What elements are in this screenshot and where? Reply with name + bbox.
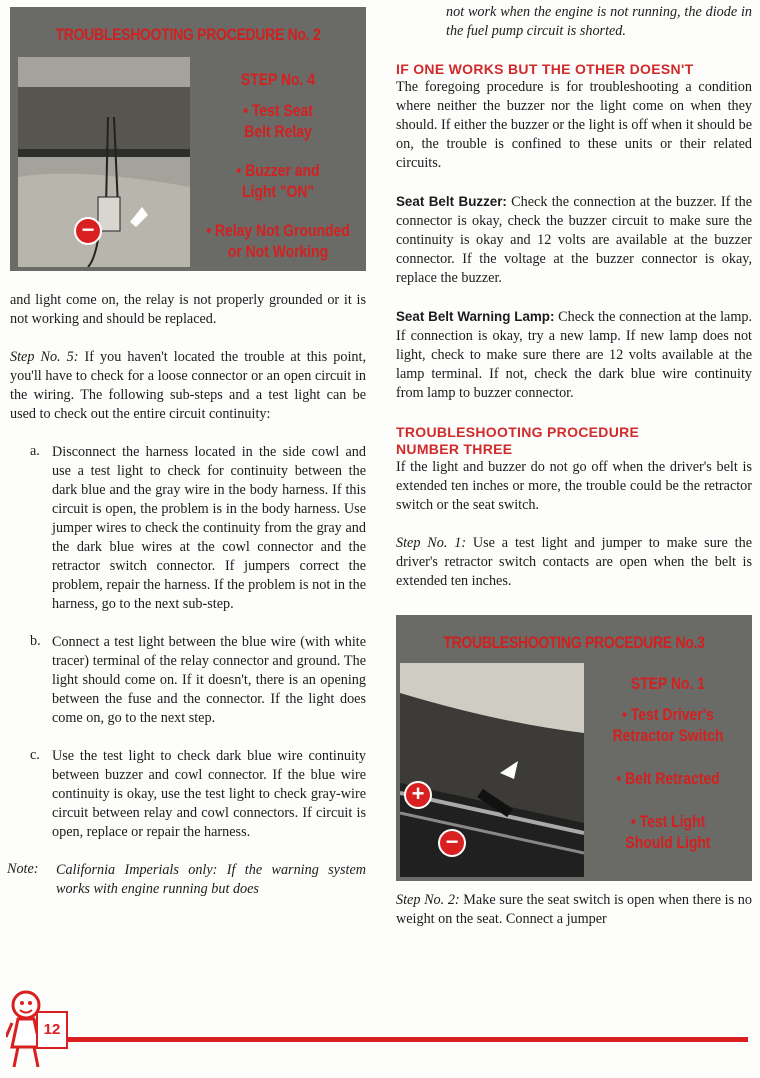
figure-title: TROUBLESHOOTING PROCEDURE No.3 (443, 633, 705, 652)
subheading: Seat Belt Warning Lamp: (396, 309, 555, 324)
section-heading: TROUBLESHOOTING PROCEDURE NUMBER THREE (396, 424, 640, 457)
list-text: Use the test light to check dark blue wire continuity between buzzer and cowl connector. If the blue wire continuity is okay, use the test light to check gray-wire circuit between relay and cowl connectors. If circuit is open, replace or repair the harness. (52, 748, 366, 840)
paragraph: The foregoing procedure is for troubleshooting a condition where neither the buzzer nor the light come on when they should. If either the buzzer or the light is off when it should be on, the trouble is confined to these units or their related circuits. (396, 79, 752, 171)
plus-sign-icon: + (404, 781, 432, 809)
paragraph-text: Use a test light and jumper to make sure the driver's retractor switch contacts are open when the belt is extended ten inches. (396, 535, 752, 589)
retractor-photo-illustration (400, 663, 584, 877)
step-label: Step No. 5: (10, 349, 79, 365)
note (7, 861, 366, 899)
step-heading: STEP No. 1 (630, 674, 706, 693)
minus-sign-icon: − (438, 829, 466, 857)
step-label: Step No. 1: (396, 535, 467, 551)
list-marker: b. (30, 633, 41, 649)
paragraph-buzzer (396, 192, 752, 288)
paragraph: and light come on, the relay is not properly grounded or it is not working and should be replaced. (10, 292, 366, 327)
list-text: Disconnect the harness located in the side cowl and use a test light to check for continuity between the dark blue and the gray wire in the body harness. If this circuit is open, the problem is in the body harness. Use jumper wires to check the continuity from the gray and the dark blue wires at the cowl connector and the retractor switch connector. If jumpers correct the problem, repair the harness. If the problem is not in the harness, go to the next sub-step. (52, 444, 366, 612)
step-label: Step No. 2: (396, 892, 460, 908)
step-line: Should Light (625, 833, 711, 852)
paragraph: If the light and buzzer do not go off when the driver's belt is extended ten inches or more, the trouble could be the retractor switch or the seat switch. (396, 459, 752, 513)
step-line: • Relay Not Grounded (206, 221, 350, 240)
step-text: If you haven't located the trouble at this point, you'll have to check for a loose connector or an open circuit in the wiring. The following sub-steps and a test light can be used to check out the entire circuit continuity: (10, 349, 366, 422)
list-marker: c. (30, 747, 40, 763)
paragraph-text: Check the connection at the buzzer. If the connector is okay, check the buzzer circuit to make sure the continuity is okay and 12 volts are available at the buzzer connector. If the voltage at the buzzer connector is okay, replace the buzzer. (396, 194, 752, 286)
footer (0, 985, 760, 1078)
step-line: Light "ON" (241, 182, 315, 201)
list-item (10, 633, 366, 728)
list-item (10, 747, 366, 842)
page-number: 12 (43, 1021, 61, 1038)
step-line: • Test Driver's (622, 705, 714, 724)
page-number-box (36, 1011, 68, 1049)
relay-photo-illustration (18, 57, 190, 267)
footer-rule (68, 1037, 748, 1042)
step-line: Retractor Switch (612, 726, 724, 745)
procedure-2-figure (10, 7, 366, 271)
step-line: • Test Light (630, 812, 706, 831)
right-column (396, 0, 752, 929)
note-continuation: not work when the engine is not running, the diode in the fuel pump circuit is shorted. (446, 4, 752, 39)
step-line: • Belt Retracted (616, 769, 720, 788)
step-line: Belt Relay (244, 122, 312, 141)
figure-steps (190, 69, 366, 262)
subheading: Seat Belt Buzzer: (396, 194, 507, 209)
step-heading: STEP No. 4 (240, 70, 316, 89)
figure-title: TROUBLESHOOTING PROCEDURE No. 2 (55, 25, 321, 44)
paragraph-text: Check the connection at the lamp. If connection is okay, try a new lamp. If new lamp does not light, check to make sure there are 12 volts available at the lamp terminal. If not, check the dark blue wire continuity from lamp to buzzer connector. (396, 309, 752, 401)
step-line: • Buzzer and (236, 161, 320, 180)
figure-photo (400, 663, 584, 877)
paragraph-step-1 (396, 534, 752, 591)
list-text: Connect a test light between the blue wire (with white tracer) terminal of the relay connector and ground. The light should come on. If it doesn't, there is an opening between the fuse and the connector. If the light does come on, go to the next step. (52, 634, 366, 726)
figure-steps (584, 673, 752, 853)
paragraph-step-5 (10, 348, 366, 424)
note-label: Note: (7, 861, 39, 877)
left-column (7, 0, 366, 899)
note-text: California Imperials only: If the warning system works with engine running but does (56, 862, 366, 897)
step-line: or Not Working (227, 242, 329, 261)
list-item (10, 443, 366, 614)
list-marker: a. (30, 443, 40, 459)
procedure-3-figure (396, 615, 752, 881)
paragraph-text: Make sure the seat switch is open when there is no weight on the seat. Connect a jumper (396, 892, 752, 927)
step-line: • Test Seat (243, 101, 313, 120)
paragraph-lamp (396, 307, 752, 403)
minus-sign-icon: − (74, 217, 102, 245)
figure-photo (18, 57, 190, 267)
section-heading: IF ONE WORKS BUT THE OTHER DOESN'T (396, 61, 694, 77)
paragraph-step-2 (396, 891, 752, 929)
